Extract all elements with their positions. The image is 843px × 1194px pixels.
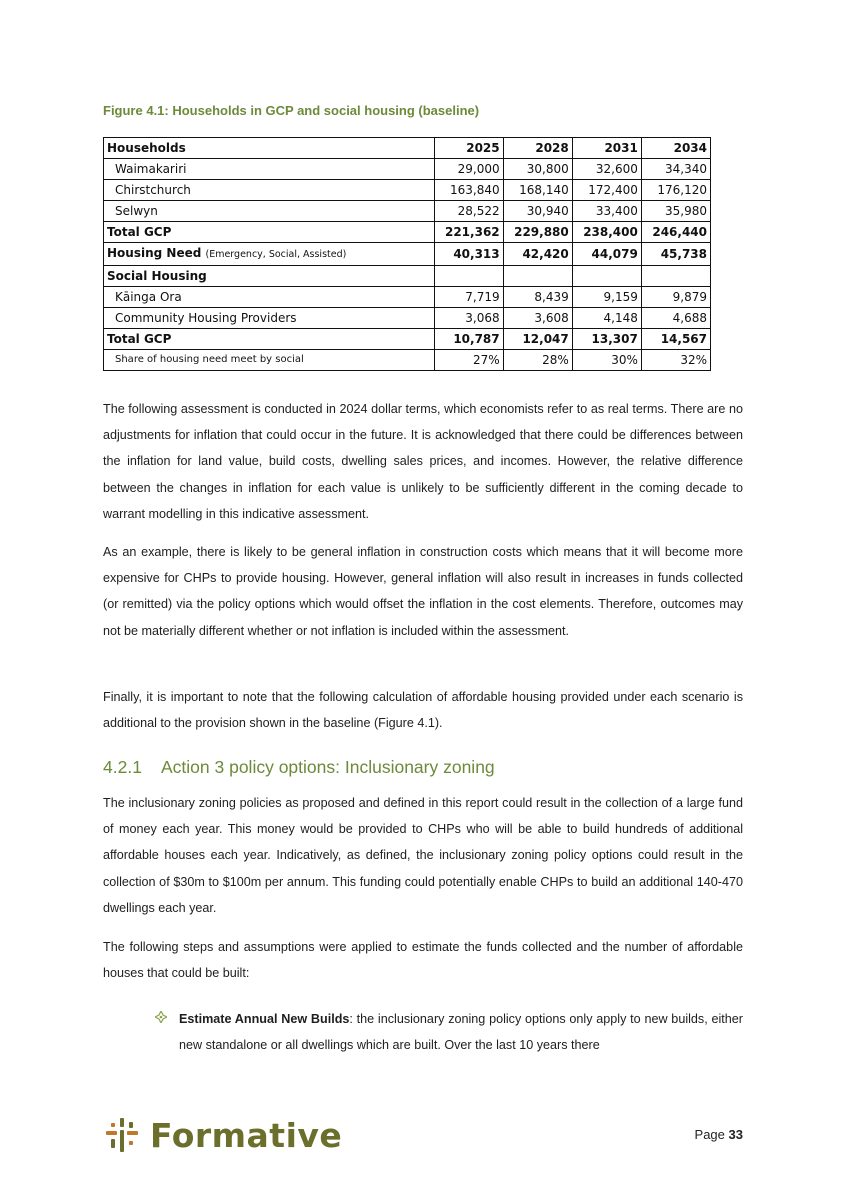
table-cell: 28%	[503, 350, 572, 371]
table-row	[104, 308, 711, 329]
paragraph-text: The following steps and assumptions were applied to estimate the funds collected and the number of affordable houses that could be built:	[103, 940, 743, 981]
table-cell: 168,140	[503, 180, 572, 201]
table-cell: 172,400	[572, 180, 641, 201]
row-label: Community Housing Providers	[104, 308, 435, 329]
body-paragraph	[103, 790, 743, 921]
table-cell: 29,000	[434, 159, 503, 180]
section-heading	[103, 757, 495, 778]
row-label: Selwyn	[104, 201, 435, 222]
table-cell: 30,940	[503, 201, 572, 222]
table-header-cell: 2025	[434, 138, 503, 159]
paragraph-text: Finally, it is important to note that the following calculation of affordable housing provided under each scenario is additional to the provision shown in the baseline (Figure 4.1).	[103, 690, 743, 731]
page-label: Page	[694, 1127, 725, 1142]
row-label	[104, 243, 435, 266]
section-number: 4.2.1	[103, 757, 142, 777]
paragraph-text: The inclusionary zoning policies as proposed and defined in this report could result in the collection of a large fund of money each year. This money would be provided to CHPs who will be able to build hundreds of additional affordable houses each year. Indicatively, as defined, the inclusionary zoning policy options could result in the collection of $30m to $100m per annum. This funding could potentially enable CHPs to build an additional 140-470 dwellings each year.	[103, 796, 743, 915]
table-cell	[572, 266, 641, 287]
table-header-cell: 2031	[572, 138, 641, 159]
figure-title: Figure 4.1: Households in GCP and social housing (baseline)	[103, 103, 480, 118]
table-cell: 45,738	[641, 243, 710, 266]
body-paragraph	[103, 934, 743, 986]
body-paragraph	[103, 396, 743, 527]
table-row	[104, 201, 711, 222]
table-row-share	[104, 350, 711, 371]
table-header-cell: 2028	[503, 138, 572, 159]
bullet-body: : the inclusionary zoning policy options only apply to new builds, either new standalone or all dwellings which are built. Over the last 10 years there	[179, 1012, 743, 1053]
row-label: Total GCP	[104, 329, 435, 350]
table-cell: 42,420	[503, 243, 572, 266]
row-label-sub: (Emergency, Social, Assisted)	[205, 249, 347, 260]
table-cell: 34,340	[641, 159, 710, 180]
table-cell: 221,362	[434, 222, 503, 243]
table-cell: 4,148	[572, 308, 641, 329]
row-label: Share of housing need meet by social	[104, 350, 435, 371]
table-cell: 9,159	[572, 287, 641, 308]
table-cell: 9,879	[641, 287, 710, 308]
logo-wordmark: Formative	[150, 1115, 343, 1155]
table-cell: 44,079	[572, 243, 641, 266]
table-cell: 14,567	[641, 329, 710, 350]
section-title: Action 3 policy options: Inclusionary zoning	[161, 757, 495, 777]
row-label: Social Housing	[104, 266, 435, 287]
formative-logo	[104, 1115, 342, 1155]
bullet-text	[179, 1006, 743, 1058]
table-cell: 7,719	[434, 287, 503, 308]
table-cell: 3,068	[434, 308, 503, 329]
table-row	[104, 159, 711, 180]
table-row	[104, 287, 711, 308]
table-cell: 32,600	[572, 159, 641, 180]
page-number-value: 33	[728, 1127, 743, 1142]
table-cell: 163,840	[434, 180, 503, 201]
table-cell	[503, 266, 572, 287]
table-cell: 40,313	[434, 243, 503, 266]
table-cell: 3,608	[503, 308, 572, 329]
table-row-total	[104, 329, 711, 350]
row-label-main: Housing Need	[107, 246, 202, 260]
table-cell: 30%	[572, 350, 641, 371]
table-header-cell: 2034	[641, 138, 710, 159]
table-cell: 30,800	[503, 159, 572, 180]
table-cell: 33,400	[572, 201, 641, 222]
table-cell: 12,047	[503, 329, 572, 350]
row-label: Chirstchurch	[104, 180, 435, 201]
table-row-housing-need	[104, 243, 711, 266]
table-row-total	[104, 222, 711, 243]
paragraph-text: As an example, there is likely to be general inflation in construction costs which means that it will become more expensive for CHPs to provide housing. However, general inflation will also result in increases in funds collected (or remitted) via the policy options which would offset the inflation in the cost elements. Therefore, outcomes may not be materially different whether or not inflation is included within the assessment.	[103, 545, 743, 638]
table-cell	[641, 266, 710, 287]
table-cell: 176,120	[641, 180, 710, 201]
paragraph-text: The following assessment is conducted in 2024 dollar terms, which economists refer to as real terms. There are no adjustments for inflation that could occur in the future. It is acknowledged that there could be differences between the inflation for land value, build costs, dwelling sales prices, and incomes. However, the relative difference between the changes in inflation for each value is unlikely to be sufficiently different in the coming decade to warrant modelling in this indicative assessment.	[103, 402, 743, 521]
row-label: Kāinga Ora	[104, 287, 435, 308]
row-label: Waimakariri	[104, 159, 435, 180]
table-cell: 238,400	[572, 222, 641, 243]
table-cell: 4,688	[641, 308, 710, 329]
table-cell: 28,522	[434, 201, 503, 222]
households-table	[103, 137, 711, 371]
bullet-heading: Estimate Annual New Builds	[179, 1012, 350, 1026]
table-row-section	[104, 266, 711, 287]
table-cell: 32%	[641, 350, 710, 371]
table-cell: 35,980	[641, 201, 710, 222]
table-row	[104, 180, 711, 201]
table-cell	[434, 266, 503, 287]
body-paragraph	[103, 684, 743, 736]
table-cell: 13,307	[572, 329, 641, 350]
table-cell: 8,439	[503, 287, 572, 308]
body-paragraph	[103, 539, 743, 644]
diamond-bullet-icon	[155, 1011, 167, 1026]
row-label: Total GCP	[104, 222, 435, 243]
table-cell: 229,880	[503, 222, 572, 243]
table-cell: 10,787	[434, 329, 503, 350]
page-number	[695, 1127, 743, 1142]
table-cell: 246,440	[641, 222, 710, 243]
table-header-row	[104, 138, 711, 159]
table-header-cell: Households	[104, 138, 435, 159]
formative-logo-icon	[104, 1117, 140, 1153]
table-cell: 27%	[434, 350, 503, 371]
